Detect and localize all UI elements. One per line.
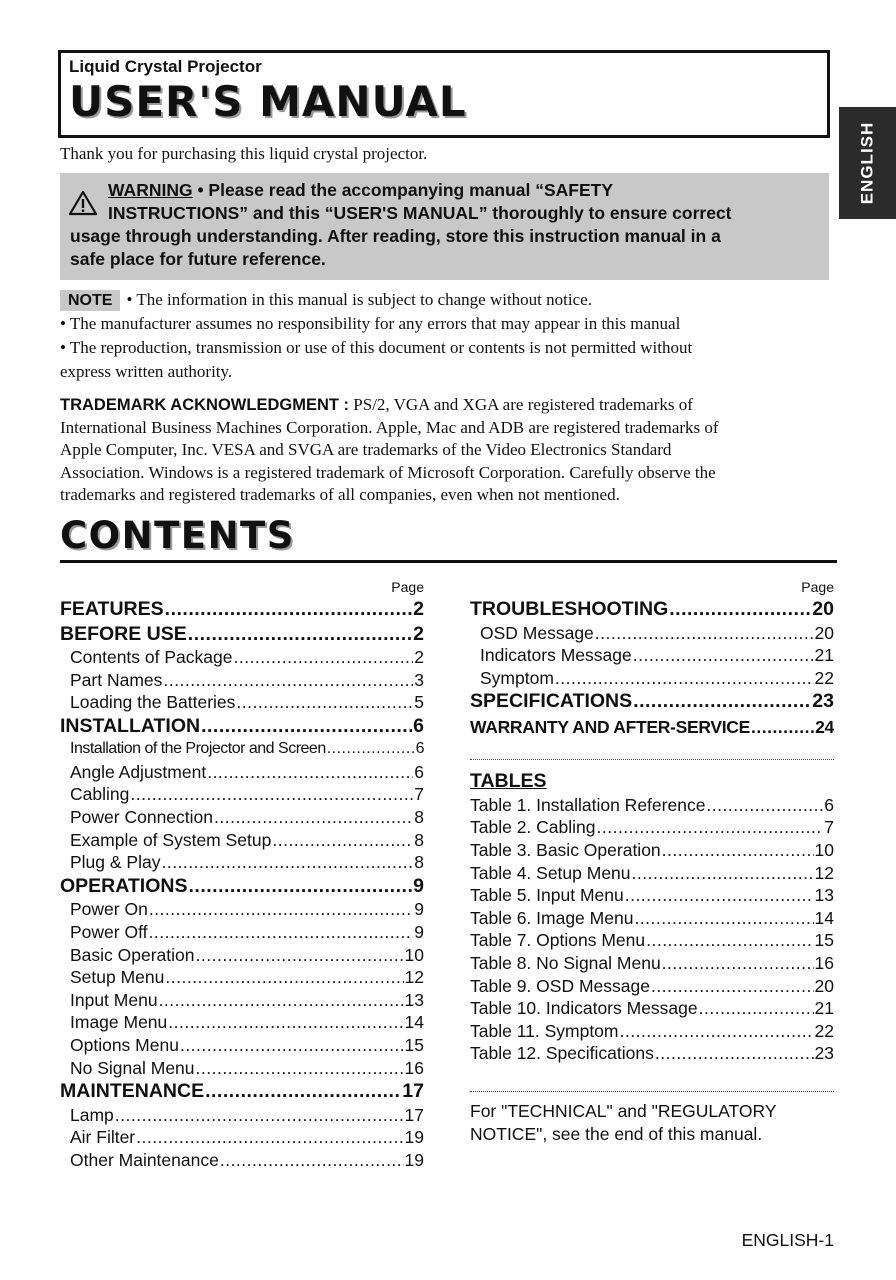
toc-entry-page: 9 (413, 874, 424, 897)
toc-entry-page: 13 (404, 989, 424, 1010)
toc-entry-page: 2 (413, 598, 424, 620)
trademark-line-2: International Business Machines Corporation. Apple, Mac and ADB are registered trademarks of (60, 417, 719, 437)
dot-leader (655, 1042, 814, 1065)
toc-entry-page: 20 (814, 622, 834, 643)
toc-entry-title: Air Filter (70, 1127, 136, 1148)
dot-leader (207, 761, 413, 784)
toc-entry-title: Power Off (70, 921, 148, 942)
dot-leader (327, 738, 415, 761)
dot-leader (196, 944, 404, 967)
dot-leader (136, 1126, 403, 1149)
toc-entry-page: 22 (814, 1020, 834, 1041)
toc-entry-title: SPECIFICATIONS (470, 690, 633, 713)
toc-entry-page: 23 (812, 690, 834, 713)
dot-leader (597, 816, 824, 839)
toc-entry[interactable] (60, 761, 424, 784)
contents-divider (60, 560, 837, 563)
contents-right-column (470, 577, 834, 1146)
dot-leader (188, 874, 412, 899)
dot-leader (161, 851, 413, 874)
toc-entry[interactable] (470, 689, 834, 714)
dot-leader (620, 1020, 814, 1043)
toc-entry-page: 13 (814, 885, 834, 906)
dot-leader (651, 975, 814, 998)
toc-entry-title: OSD Message (480, 622, 594, 643)
dot-leader (220, 1149, 404, 1172)
dot-leader (233, 646, 413, 669)
toc-entry-title: Cabling (70, 784, 130, 805)
toc-entry-page: 21 (814, 645, 834, 666)
toc-entry-title: Lamp (70, 1104, 114, 1125)
toc-entry[interactable] (470, 714, 834, 740)
tables-list (470, 794, 834, 1065)
dot-leader (165, 966, 403, 989)
toc-entry-page: 8 (414, 829, 424, 850)
dot-leader (555, 667, 814, 690)
toc-entry[interactable] (470, 929, 834, 952)
warning-line-2: INSTRUCTIONS” and this “USER'S MANUAL” thoroughly to ensure correct (108, 203, 732, 223)
toc-entry-title: Other Maintenance (70, 1149, 219, 1170)
toc-entry-page: 20 (812, 598, 834, 620)
toc-entry[interactable] (470, 1020, 834, 1043)
toc-entry-page: 21 (814, 998, 834, 1019)
toc-entry-title: WARRANTY AND AFTER-SERVICE (470, 716, 750, 737)
dot-leader (149, 898, 413, 921)
toc-entry[interactable] (470, 644, 834, 667)
toc-entry[interactable] (60, 989, 424, 1012)
toc-entry-page: 5 (414, 692, 424, 713)
toc-entry-page: 2 (414, 647, 424, 667)
toc-entry[interactable] (60, 1149, 424, 1172)
toc-entry-page: 10 (814, 839, 834, 860)
toc-entry-page: 16 (404, 1057, 424, 1078)
toc-entry[interactable] (60, 829, 424, 852)
toc-entry[interactable] (60, 646, 424, 669)
toc-entry-title: Table 3. Basic Operation (470, 839, 661, 860)
toc-entry-page: 2 (413, 622, 424, 645)
toc-entry-page: 14 (814, 907, 834, 928)
footnote-line-1: For "TECHNICAL" and "REGULATORY (470, 1100, 777, 1121)
toc-left-list (60, 597, 424, 1171)
dot-leader (699, 997, 814, 1020)
dot-leader (634, 907, 813, 930)
note-line-2: • The manufacturer assumes no responsibility for any errors that may appear in this manual (60, 314, 681, 333)
toc-entry-title: Table 6. Image Menu (470, 907, 634, 928)
toc-entry-title: Input Menu (70, 989, 158, 1010)
toc-entry-title: Table 8. No Signal Menu (470, 952, 661, 973)
toc-entry[interactable] (470, 975, 834, 998)
toc-entry-page: 14 (404, 1012, 424, 1033)
warning-line-1 (70, 179, 819, 202)
dot-leader (646, 929, 813, 952)
toc-entry-title: OPERATIONS (60, 874, 188, 897)
toc-entry[interactable] (470, 1042, 834, 1065)
toc-entry[interactable] (60, 921, 424, 944)
toc-entry[interactable] (60, 714, 424, 739)
dot-leader (633, 644, 814, 667)
toc-entry-title: Power On (70, 899, 148, 920)
dot-leader (236, 691, 413, 714)
toc-entry[interactable] (470, 794, 834, 817)
toc-entry-page: 7 (414, 784, 424, 805)
toc-entry[interactable] (60, 1079, 424, 1104)
toc-entry[interactable] (470, 622, 834, 645)
toc-entry-title: Table 1. Installation Reference (470, 794, 706, 815)
toc-entry-page: 20 (814, 975, 834, 996)
toc-entry-page: 8 (414, 852, 424, 873)
dot-leader (180, 1034, 404, 1057)
dot-leader (662, 952, 814, 975)
toc-entry[interactable] (470, 884, 834, 907)
note-line-3: • The reproduction, transmission or use of this document or contents is not permitted without (60, 338, 693, 357)
toc-entry-title: Power Connection (70, 807, 213, 828)
dot-leader (165, 597, 412, 622)
toc-entry-title: Loading the Batteries (70, 692, 236, 713)
toc-entry[interactable] (60, 597, 424, 622)
toc-entry[interactable] (60, 966, 424, 989)
toc-entry-page: 3 (414, 669, 424, 690)
toc-entry-title: Table 10. Indicators Message (470, 998, 698, 1019)
toc-entry-title: Table 5. Input Menu (470, 885, 624, 906)
warning-label: WARNING (108, 180, 193, 200)
toc-entry[interactable] (470, 816, 834, 839)
toc-entry[interactable] (60, 691, 424, 714)
toc-entry-page: 16 (814, 952, 834, 973)
toc-right-list (470, 597, 834, 740)
dot-leader (130, 783, 413, 806)
dot-leader (214, 806, 413, 829)
dot-leader (633, 689, 811, 714)
toc-entry-title: Table 4. Setup Menu (470, 862, 631, 883)
note-line-4: express written authority. (60, 362, 233, 381)
trademark-line-3: Apple Computer, Inc. VESA and SVGA are trademarks of the Video Electronics Standard (60, 440, 672, 459)
page-number: ENGLISH-1 (741, 1230, 834, 1250)
toc-entry[interactable] (60, 1011, 424, 1034)
toc-entry-title: Table 7. Options Menu (470, 930, 646, 951)
trademark-line-5: trademarks and registered trademarks of all companies, even when not mentioned. (60, 485, 620, 504)
dot-leader (115, 1104, 404, 1127)
toc-entry-page: 15 (404, 1034, 424, 1055)
toc-entry-title: Example of System Setup (70, 829, 272, 850)
dot-leader (595, 622, 814, 645)
dot-leader (751, 714, 814, 740)
note-text-1: • The information in this manual is subject to change without notice. (126, 290, 592, 309)
toc-entry[interactable] (60, 898, 424, 921)
page-column-header: Page (391, 579, 424, 595)
toc-entry-title: Installation of the Projector and Screen (70, 740, 326, 758)
toc-entry[interactable] (60, 738, 424, 761)
toc-entry[interactable] (470, 839, 834, 862)
toc-entry-title: Table 11. Symptom (470, 1020, 619, 1041)
footnote (470, 1100, 834, 1146)
toc-entry-title: Basic Operation (70, 944, 195, 965)
dot-leader (201, 714, 412, 739)
toc-entry[interactable] (60, 1034, 424, 1057)
title-box (58, 50, 830, 138)
document-subtitle: Liquid Crystal Projector (69, 57, 262, 76)
toc-entry-page: 9 (414, 899, 424, 920)
toc-entry[interactable] (470, 597, 834, 622)
toc-entry-title: Table 9. OSD Message (470, 975, 650, 996)
toc-entry[interactable] (60, 944, 424, 967)
toc-entry-page: 6 (414, 761, 424, 782)
toc-entry[interactable] (60, 669, 424, 692)
trademark-text-1: PS/2, VGA and XGA are registered trademarks of (349, 395, 693, 414)
toc-entry-title: BEFORE USE (60, 622, 187, 645)
toc-entry-page: 12 (814, 862, 834, 883)
toc-entry-page: 7 (824, 817, 834, 838)
toc-entry-title: INSTALLATION (60, 714, 201, 737)
warning-box (60, 173, 829, 280)
toc-entry[interactable] (60, 622, 424, 647)
toc-entry-title: TROUBLESHOOTING (470, 598, 669, 620)
contents-heading: CONTENTS (60, 514, 295, 557)
warning-text-1: • Please read the accompanying manual “SAFETY (192, 180, 614, 200)
warning-triangle-icon (68, 190, 98, 216)
toc-entry-title: Indicators Message (480, 645, 632, 666)
dot-leader (196, 1057, 404, 1080)
toc-entry-page: 17 (402, 1080, 424, 1103)
toc-entry-title: Setup Menu (70, 967, 165, 988)
note-label: NOTE (60, 290, 120, 311)
toc-entry-title: Image Menu (70, 1012, 168, 1033)
toc-entry-page: 17 (404, 1104, 424, 1125)
dot-leader (149, 921, 414, 944)
note-line-1 (60, 288, 840, 312)
dot-leader (205, 1079, 401, 1104)
toc-entry-title: Contents of Package (70, 647, 233, 667)
toc-entry-page: 19 (404, 1149, 424, 1170)
toc-entry-page: 22 (814, 667, 834, 688)
toc-entry-title: Part Names (70, 669, 163, 690)
page-column-header: Page (801, 579, 834, 595)
toc-entry[interactable] (470, 997, 834, 1020)
toc-entry[interactable] (60, 783, 424, 806)
toc-entry-page: 8 (414, 807, 424, 828)
toc-entry-title: FEATURES (60, 598, 164, 620)
warning-line-3: usage through understanding. After reading, store this instruction manual in a (70, 226, 721, 246)
toc-entry-page: 6 (415, 740, 424, 758)
toc-entry-title: Angle Adjustment (70, 761, 207, 782)
toc-entry[interactable] (60, 1126, 424, 1149)
dot-leader (168, 1011, 403, 1034)
toc-entry[interactable] (470, 952, 834, 975)
intro-text: Thank you for purchasing this liquid crystal projector. (60, 144, 428, 163)
toc-entry-title: Table 2. Cabling (470, 817, 596, 838)
toc-entry-page: 9 (414, 921, 424, 942)
dot-leader (625, 884, 814, 907)
toc-entry-page: 12 (404, 967, 424, 988)
toc-entry-page: 23 (814, 1043, 834, 1064)
toc-entry-title: Symptom (480, 667, 554, 688)
toc-entry-title: MAINTENANCE (60, 1080, 205, 1103)
dot-leader (163, 669, 413, 692)
toc-entry-page: 19 (404, 1127, 424, 1148)
dot-leader (662, 839, 814, 862)
toc-entry[interactable] (60, 1104, 424, 1127)
toc-entry-page: 6 (413, 714, 424, 737)
language-tab-label: ENGLISH (857, 121, 877, 205)
toc-entry[interactable] (60, 806, 424, 829)
toc-entry[interactable] (470, 667, 834, 690)
trademark-label: TRADEMARK ACKNOWLEDGMENT : (60, 396, 350, 414)
footnote-line-2: NOTICE", see the end of this manual. (470, 1123, 763, 1144)
document-title: USER'S MANUAL (69, 77, 467, 126)
toc-entry-title: Options Menu (70, 1034, 179, 1055)
dot-leader (632, 862, 814, 885)
toc-entry[interactable] (60, 1057, 424, 1080)
trademark-line-4: Association. Windows is a registered trademark of Microsoft Corporation. Carefully observe the (60, 462, 716, 482)
tables-heading: TABLES (470, 769, 547, 792)
language-tab (839, 107, 896, 219)
warning-line-4: safe place for future reference. (70, 249, 326, 269)
dot-leader (669, 597, 811, 622)
toc-entry-title: Table 12. Specifications (470, 1043, 654, 1064)
toc-entry[interactable] (470, 862, 834, 885)
dot-leader (188, 622, 412, 647)
toc-entry[interactable] (60, 874, 424, 899)
trademark-section (60, 394, 840, 507)
trademark-line-1 (60, 394, 840, 417)
toc-entry-title: No Signal Menu (70, 1057, 195, 1078)
toc-entry-page: 15 (814, 930, 834, 951)
toc-entry-title: Plug & Play (70, 852, 161, 873)
note-section (60, 288, 840, 384)
toc-entry-page: 10 (404, 944, 424, 965)
toc-entry[interactable] (60, 851, 424, 874)
toc-entry[interactable] (470, 907, 834, 930)
dot-leader (706, 794, 823, 817)
toc-entry-page: 24 (815, 716, 834, 737)
toc-entry-page: 6 (824, 794, 834, 815)
dot-leader (159, 989, 404, 1012)
dot-leader (272, 829, 413, 852)
contents-left-column (60, 577, 424, 1171)
